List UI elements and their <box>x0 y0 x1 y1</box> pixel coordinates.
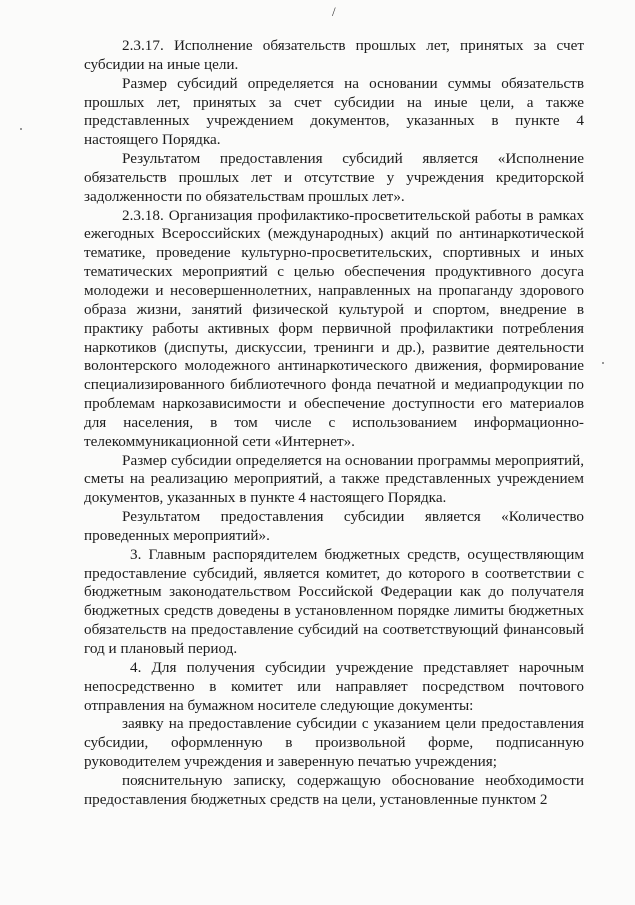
document-body <box>84 37 584 810</box>
paragraph-2-3-17: 2.3.17. Исполнение обязательств прошлых лет, принятых за счет субсидии на иные цели. <box>84 37 584 73</box>
paragraph-application: заявку на предоставление субсидии с указанием цели предоставления субсидии, оформленную в произвольной форме, подписанную руководителем учреждения и заверенную печатью учреждения; <box>84 715 584 771</box>
paragraph-explanatory-note: пояснительную записку, содержащую обоснование необходимости предоставления бюджетных средств на цели, установленные пунктом 2 <box>84 771 584 808</box>
paragraph-result-2: Результатом предоставления субсидии является «Количество проведенных мероприятий». <box>84 508 584 544</box>
paragraph-2-3-18: 2.3.18. Организация профилактико-просветительской работы в рамках ежегодных Всероссийских (международных) акций по антинаркотической тематике, проведение культурно-просветительских, спортивных и иных тематических мероприятий с целью обеспечения продуктивного досуга молодежи и несовершеннолетних, направленных на пропаганду здорового образа жизни, занятий физической культурой и спортом, внедрение в практику работы активных форм первичной профилактики потребления наркотиков (диспуты, дискуссии, тренинги и др.), развитие деятельности волонтерского молодежного антинаркотического движения, формирование специализированного библиотечного фонда печатной и медиапродукции по проблемам наркозависимости и обеспечение доступности его материалов для населения, в том числе с использованием информационно-телекоммуникационной сети «Интернет». <box>84 206 584 450</box>
scan-speck <box>20 128 22 130</box>
paragraph-3: 3. Главным распорядителем бюджетных средств, осуществляющим предоставление субсидий, является комитет, до которого в соответствии с бюджетным законодательством Российской Федерации как до получателя бюджетных средств доведены в установленном порядке лимиты бюджетных обязательств на предоставление субсидий на соответствующий финансовый год и плановый период. <box>84 545 584 657</box>
paragraph-result-1: Результатом предоставления субсидий является «Исполнение обязательств прошлых лет и отсутствие у учреждения кредиторской задолженности по обязательствам прошлых лет». <box>84 150 584 205</box>
page-mark: / <box>332 4 336 19</box>
paragraph-subsidy-size-1: Размер субсидий определяется на основании суммы обязательств прошлых лет, принятых за счет субсидии на иные цели, а также представленных учреждением документов, указанных в пункте 4 настоящего Порядка. <box>84 74 584 149</box>
scan-speck <box>602 362 604 364</box>
paragraph-subsidy-size-2: Размер субсидии определяется на основании программы мероприятий, сметы на реализацию мероприятий, а также представленных учреждением документов, указанных в пункте 4 настоящего Порядка. <box>84 451 584 507</box>
paragraph-4: 4. Для получения субсидии учреждение представляет нарочным непосредственно в комитет или направляет посредством почтового отправления на бумажном носителе следующие документы: <box>84 658 584 714</box>
